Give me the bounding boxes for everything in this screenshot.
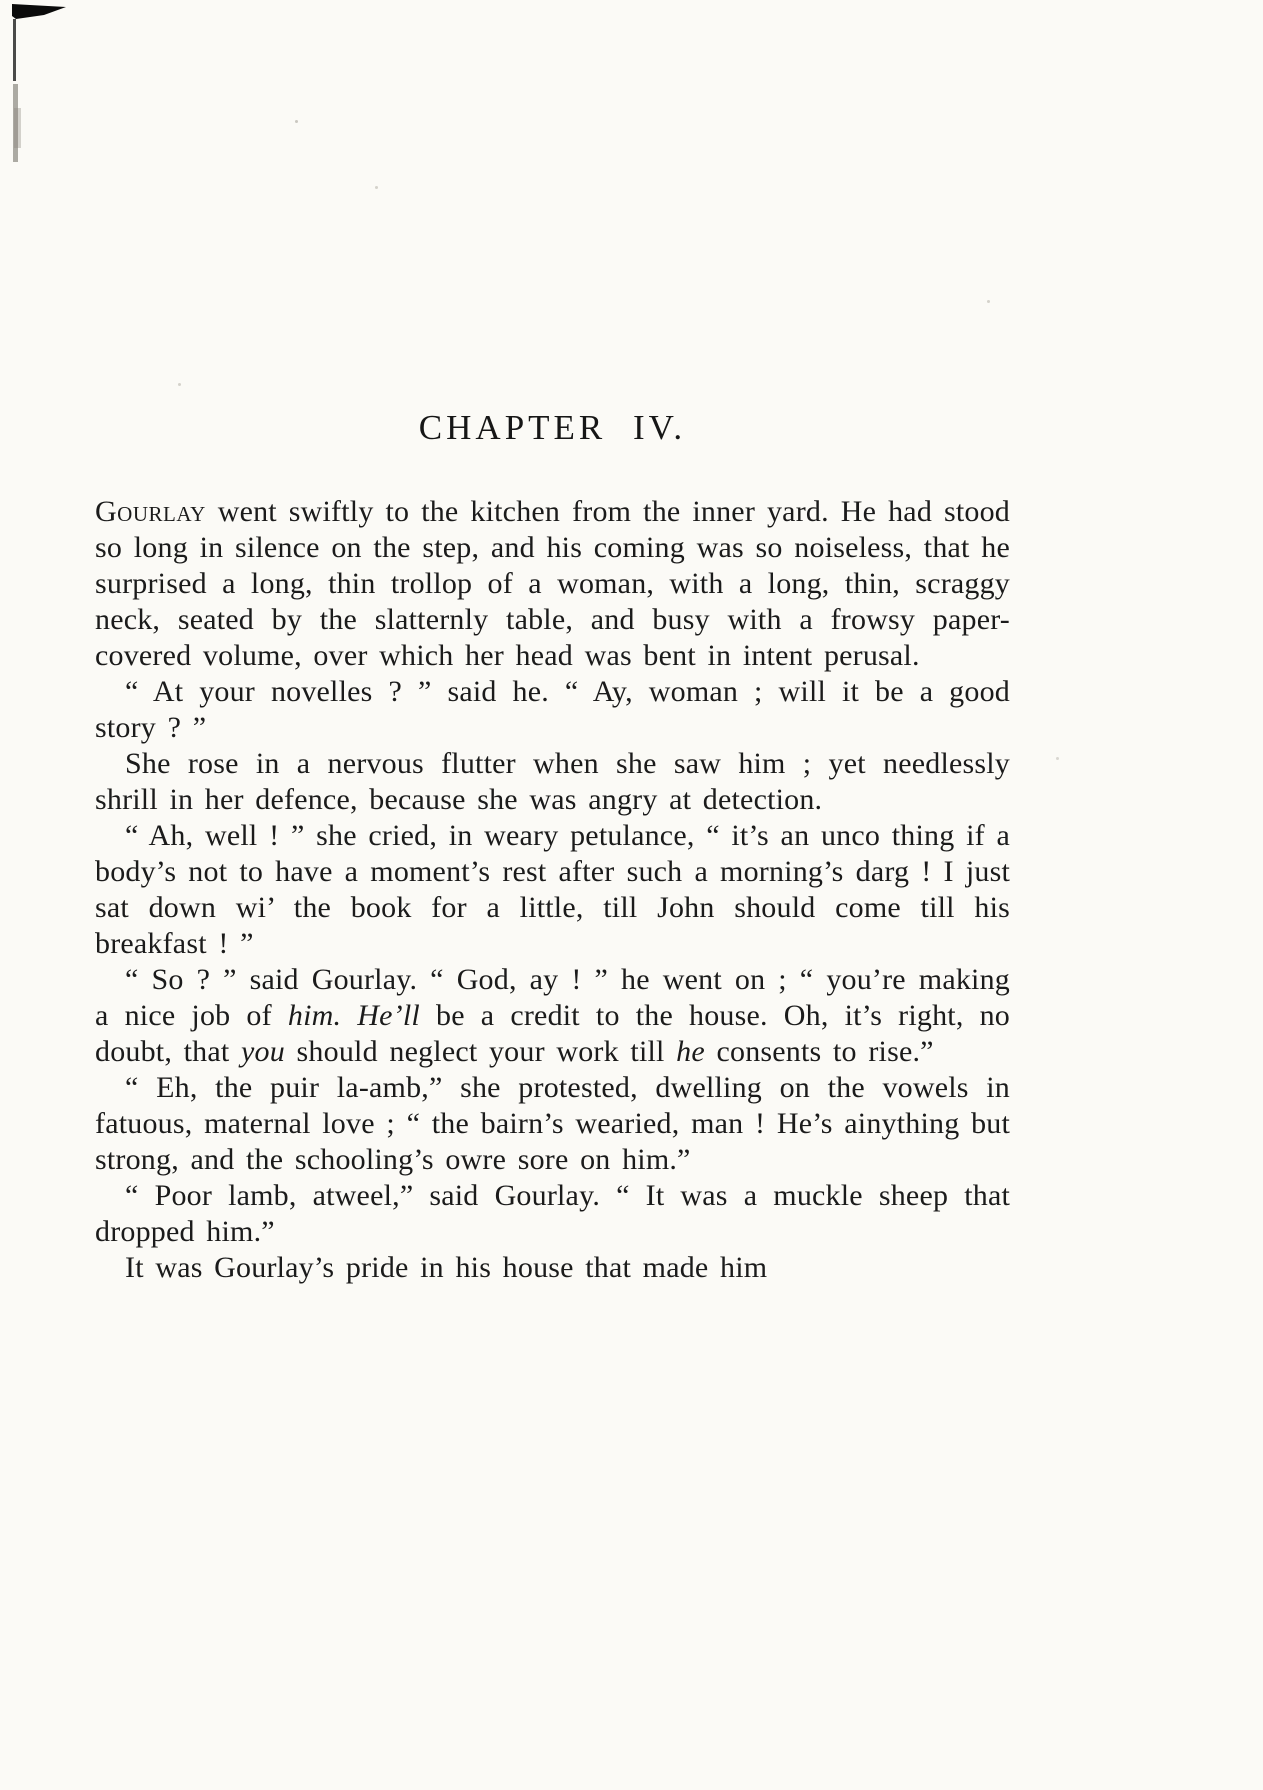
text-segment-normal: “ Eh, the puir la-amb,” she protested, dwelling on the vowels in fatuous, maternal love ; “ the bairn’s wearied, man ! He’s ainything but strong, and the schooling’s owre sore on him.” — [95, 1071, 1010, 1176]
page-text — [95, 494, 1010, 1286]
text-segment-normal — [341, 999, 357, 1032]
text-segment-normal: She rose in a nervous flutter when she saw him ; yet needlessly shrill in her defence, because she was angry at detection. — [95, 747, 1010, 816]
text-segment-normal: “ So ? ” said Gourlay. “ God, ay ! ” he went on ; “ you’re making a nice job of — [95, 963, 1010, 1032]
paragraph — [95, 1250, 1010, 1286]
scan-speck — [178, 383, 181, 386]
text-segment-normal: “ At your novelles ? ” said he. “ Ay, woman ; will it be a good story ? ” — [95, 675, 1010, 744]
text-segment-normal: went swiftly to the kitchen from the inner yard. He had stood so long in silence on the step, and his coming was so noiseless, that he surprised a long, thin trollop of a woman, with a long, thin, scraggy neck, seated by the slatternly table, and busy with a frowsy paper-covered volume, over which her head was bent in intent perusal. — [95, 495, 1010, 672]
text-segment-italic: him. — [287, 999, 342, 1032]
paragraph — [95, 746, 1010, 818]
text-segment-italic: He’ll — [357, 999, 420, 1032]
text-segment-normal: be a credit to the house. Oh, it’s right, no doubt, that — [95, 999, 1011, 1068]
paragraph — [95, 674, 1010, 746]
paragraph — [95, 1178, 1010, 1250]
text-segment-normal: “ Ah, well ! ” she cried, in weary petulance, “ it’s an unco thing if a body’s not to have a moment’s rest after such a morning’s darg ! I just sat down wi’ the book for a little, till John should come till his breakfast ! ” — [95, 819, 1010, 960]
paragraph — [95, 962, 1010, 1070]
scan-speck — [1056, 757, 1059, 760]
text-segment-normal: “ Poor lamb, atweel,” said Gourlay. “ It was a muckle sheep that dropped him.” — [95, 1179, 1010, 1248]
paragraph — [95, 1070, 1010, 1178]
text-segment-italic: he — [676, 1035, 705, 1068]
scan-speck — [375, 186, 378, 189]
text-segment-normal: consents to rise.” — [704, 1035, 934, 1068]
paragraph — [95, 818, 1010, 962]
paragraph — [95, 494, 1010, 674]
text-segment-italic: you — [241, 1035, 285, 1068]
scan-corner-mark — [0, 0, 90, 200]
scan-speck — [295, 120, 298, 123]
chapter-heading: CHAPTER IV. — [418, 408, 687, 447]
text-segment-normal: should neglect your work till — [284, 1035, 677, 1068]
text-column — [95, 408, 1010, 1286]
text-segment-normal: It was Gourlay’s pride in his house that made him — [125, 1251, 768, 1284]
text-segment-smallcaps: Gourlay — [95, 495, 206, 528]
scan-speck — [987, 300, 990, 303]
